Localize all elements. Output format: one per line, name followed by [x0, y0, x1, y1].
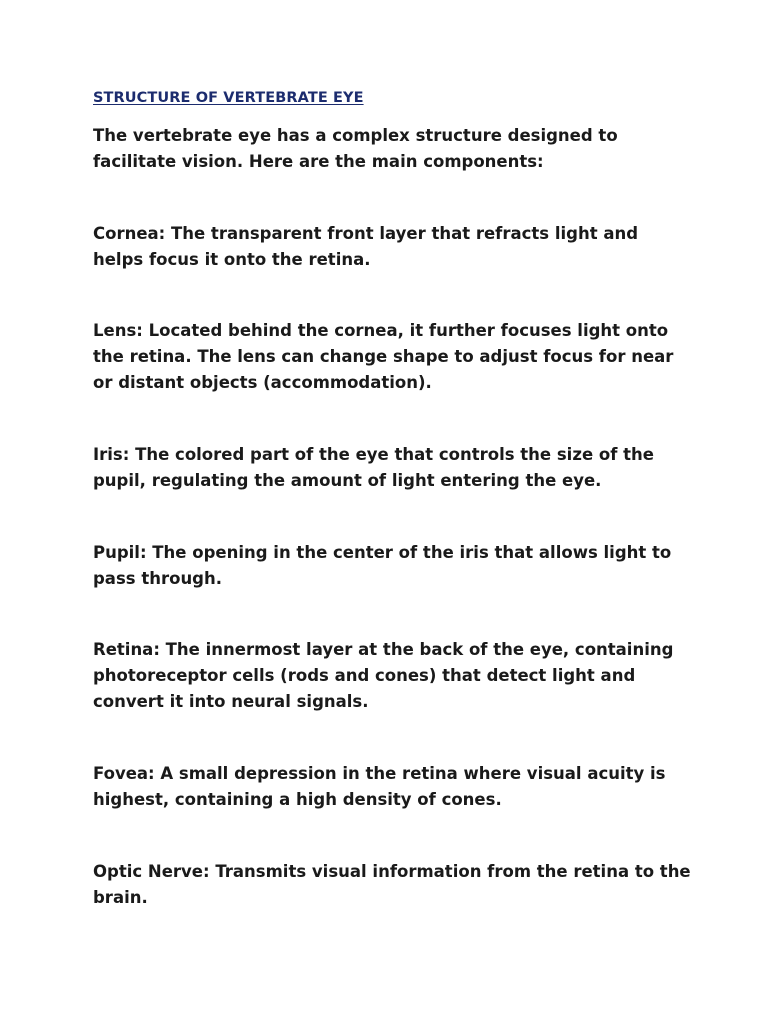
fovea-paragraph: Fovea: A small depression in the retina where visual acuity is highest, containing a high density of cones. [93, 764, 666, 809]
retina-paragraph: Retina: The innermost layer at the back of the eye, containing photoreceptor cells (rods and cones) that detect light and convert it into neural signals. [93, 640, 674, 711]
pupil-paragraph: Pupil: The opening in the center of the iris that allows light to pass through. [93, 543, 672, 588]
iris-paragraph: Iris: The colored part of the eye that controls the size of the pupil, regulating the amount of light entering the eye. [93, 445, 654, 490]
lens-paragraph: Lens: Located behind the cornea, it further focuses light onto the retina. The lens can change shape to adjust focus for near or distant objects (accommodation). [93, 321, 674, 392]
document-title: STRUCTURE OF VERTEBRATE EYE [93, 90, 364, 106]
optic-nerve-paragraph: Optic Nerve: Transmits visual information from the retina to the brain. [93, 862, 691, 907]
cornea-paragraph: Cornea: The transparent front layer that refracts light and helps focus it onto the retina. [93, 224, 639, 269]
intro-paragraph: The vertebrate eye has a complex structure designed to facilitate vision. Here are the main components: [93, 126, 618, 171]
